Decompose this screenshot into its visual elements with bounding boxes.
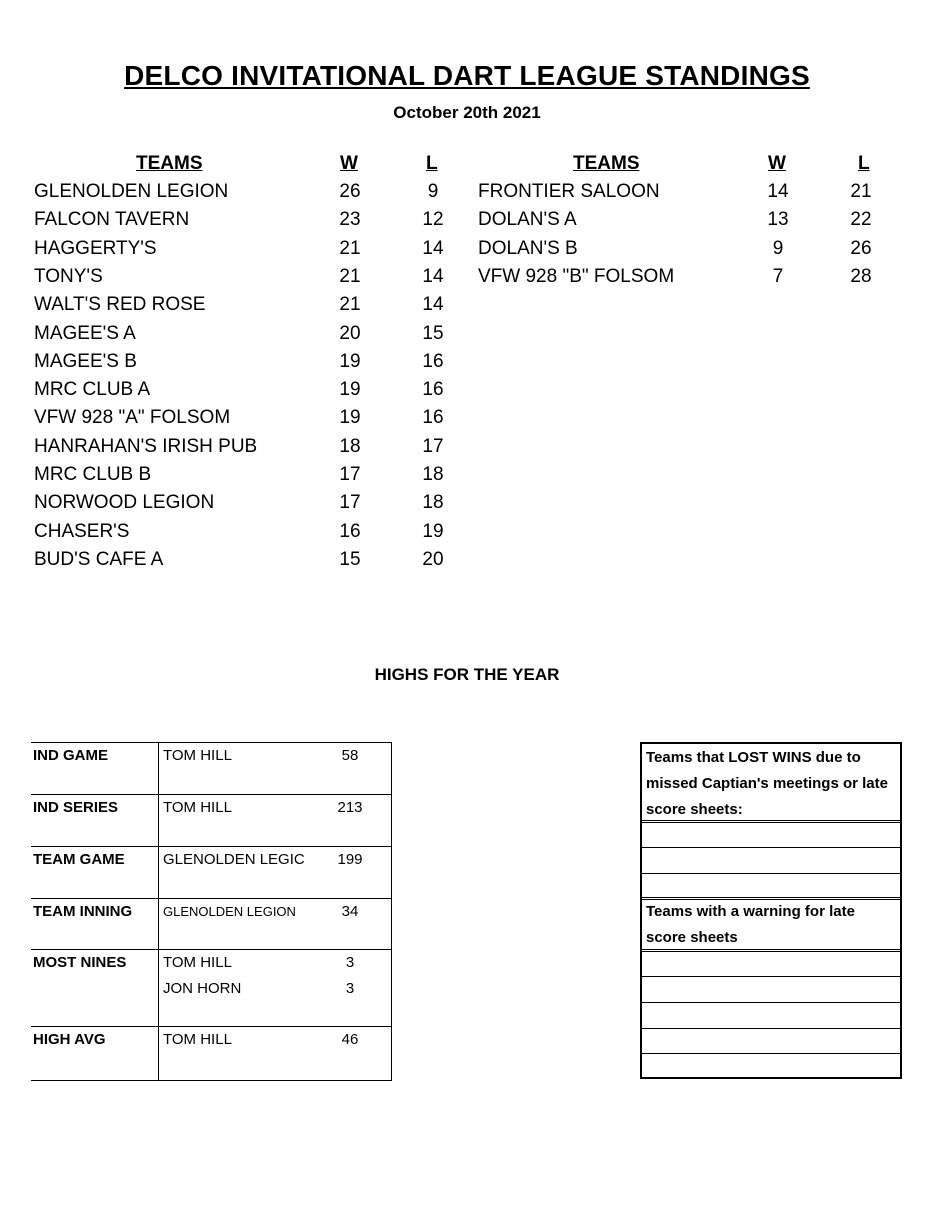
team-name: MAGEE'S A bbox=[34, 322, 136, 344]
highs-name: TOM HILL bbox=[163, 954, 232, 971]
highs-value: 199 bbox=[337, 851, 363, 868]
team-name: DOLAN'S A bbox=[478, 209, 577, 231]
team-wins: 20 bbox=[339, 322, 361, 344]
standings-row bbox=[478, 209, 918, 237]
team-wins: 21 bbox=[339, 237, 361, 259]
standings-row bbox=[478, 181, 918, 209]
highs-row bbox=[31, 743, 391, 795]
standings-row bbox=[34, 492, 474, 520]
standings-row bbox=[34, 238, 474, 266]
team-name: DOLAN'S B bbox=[478, 237, 578, 259]
page-title: DELCO INVITATIONAL DART LEAGUE STANDINGS bbox=[124, 60, 810, 91]
team-name: FALCON TAVERN bbox=[34, 209, 190, 231]
page-date: October 20th 2021 bbox=[393, 103, 541, 122]
team-losses: 19 bbox=[422, 520, 444, 542]
lost-wins-label: Teams that LOST WINS due to missed Captian's meetings or late score sheets: bbox=[646, 749, 888, 818]
standings-row bbox=[34, 181, 474, 209]
highs-row bbox=[31, 950, 391, 1027]
team-wins: 19 bbox=[339, 350, 361, 372]
team-wins: 16 bbox=[339, 520, 361, 542]
team-name: VFW 928 "A" FOLSOM bbox=[34, 407, 231, 429]
highs-category: IND SERIES bbox=[33, 799, 119, 816]
standings-row bbox=[34, 209, 474, 237]
notes-box bbox=[640, 742, 902, 1079]
standings-row bbox=[34, 464, 474, 492]
team-losses: 17 bbox=[422, 435, 444, 457]
team-wins: 7 bbox=[772, 265, 784, 287]
team-losses: 12 bbox=[422, 209, 444, 231]
teams-header: TEAMS bbox=[573, 153, 640, 174]
highs-name: GLENOLDEN LEGION bbox=[163, 904, 296, 919]
highs-category: TEAM GAME bbox=[33, 851, 125, 868]
standings-row bbox=[34, 351, 474, 379]
standings-row bbox=[478, 238, 918, 266]
highs-value: 58 bbox=[341, 747, 359, 764]
team-wins: 18 bbox=[339, 435, 361, 457]
highs-value: 34 bbox=[341, 903, 359, 920]
team-losses: 14 bbox=[422, 237, 444, 259]
losses-header: L bbox=[426, 153, 438, 174]
team-wins: 19 bbox=[339, 379, 361, 401]
highs-value: 46 bbox=[341, 1031, 359, 1048]
team-losses: 28 bbox=[850, 265, 872, 287]
highs-row bbox=[31, 795, 391, 847]
highs-name: JON HORN bbox=[163, 980, 242, 997]
team-name: CHASER'S bbox=[34, 520, 130, 542]
highs-row bbox=[31, 899, 391, 950]
team-losses: 16 bbox=[422, 407, 444, 429]
highs-name: TOM HILL bbox=[163, 747, 232, 764]
team-losses: 18 bbox=[422, 492, 444, 514]
team-losses: 21 bbox=[850, 181, 872, 202]
team-losses: 20 bbox=[422, 548, 444, 570]
standings-row bbox=[34, 379, 474, 407]
team-wins: 14 bbox=[767, 181, 789, 202]
team-wins: 21 bbox=[339, 265, 361, 287]
team-name: MRC CLUB B bbox=[34, 464, 152, 485]
standings-row bbox=[478, 266, 918, 294]
highs-value: 3 bbox=[345, 980, 355, 997]
team-wins: 23 bbox=[339, 209, 361, 231]
team-name: MRC CLUB A bbox=[34, 379, 151, 401]
team-wins: 26 bbox=[339, 181, 361, 202]
highs-row bbox=[31, 1027, 391, 1077]
standings-row bbox=[34, 323, 474, 351]
team-losses: 16 bbox=[422, 350, 444, 372]
team-losses: 14 bbox=[422, 265, 444, 287]
highs-name: TOM HILL bbox=[163, 799, 232, 816]
team-wins: 17 bbox=[339, 492, 361, 514]
highs-value: 3 bbox=[345, 954, 355, 971]
team-name: WALT'S RED ROSE bbox=[34, 294, 206, 316]
team-name: GLENOLDEN LEGION bbox=[34, 181, 229, 202]
team-losses: 26 bbox=[850, 237, 872, 259]
standings-row bbox=[34, 294, 474, 322]
standings-row bbox=[34, 266, 474, 294]
team-wins: 19 bbox=[339, 407, 361, 429]
highs-category: IND GAME bbox=[33, 747, 108, 764]
losses-header: L bbox=[858, 153, 870, 174]
team-name: BUD'S CAFE A bbox=[34, 548, 164, 570]
highs-value: 213 bbox=[337, 799, 363, 816]
team-name: NORWOOD LEGION bbox=[34, 492, 215, 514]
highs-row bbox=[31, 847, 391, 899]
wins-header: W bbox=[340, 153, 358, 174]
standings-left bbox=[34, 153, 474, 573]
team-name: HAGGERTY'S bbox=[34, 237, 157, 259]
team-name: VFW 928 "B" FOLSOM bbox=[478, 265, 675, 287]
team-name: TONY'S bbox=[34, 265, 103, 287]
wins-header: W bbox=[768, 153, 786, 174]
standings-row bbox=[34, 549, 474, 577]
highs-title: HIGHS FOR THE YEAR bbox=[374, 665, 560, 684]
highs-category: HIGH AVG bbox=[33, 1031, 106, 1048]
team-losses: 9 bbox=[427, 181, 439, 202]
team-wins: 21 bbox=[339, 294, 361, 316]
standings-row bbox=[34, 521, 474, 549]
teams-header: TEAMS bbox=[136, 153, 203, 174]
standings-row bbox=[34, 436, 474, 464]
team-losses: 16 bbox=[422, 379, 444, 401]
highs-table bbox=[31, 742, 392, 1081]
highs-name: TOM HILL bbox=[163, 1031, 232, 1048]
team-losses: 22 bbox=[850, 209, 872, 231]
team-name: MAGEE'S B bbox=[34, 350, 137, 372]
team-name: FRONTIER SALOON bbox=[478, 181, 660, 202]
standings-right bbox=[478, 153, 898, 293]
highs-category: TEAM INNING bbox=[33, 903, 133, 920]
highs-category: MOST NINES bbox=[33, 954, 127, 971]
standings-row bbox=[34, 407, 474, 435]
team-losses: 18 bbox=[422, 464, 444, 485]
highs-name: GLENOLDEN LEGIC bbox=[163, 851, 305, 868]
team-losses: 14 bbox=[422, 294, 444, 316]
team-wins: 9 bbox=[772, 237, 784, 259]
warning-label: Teams with a warning for late score sheets bbox=[646, 903, 855, 946]
team-losses: 15 bbox=[422, 322, 444, 344]
team-wins: 17 bbox=[339, 464, 361, 485]
team-wins: 13 bbox=[767, 209, 789, 231]
team-name: HANRAHAN'S IRISH PUB bbox=[34, 435, 258, 457]
team-wins: 15 bbox=[339, 548, 361, 570]
